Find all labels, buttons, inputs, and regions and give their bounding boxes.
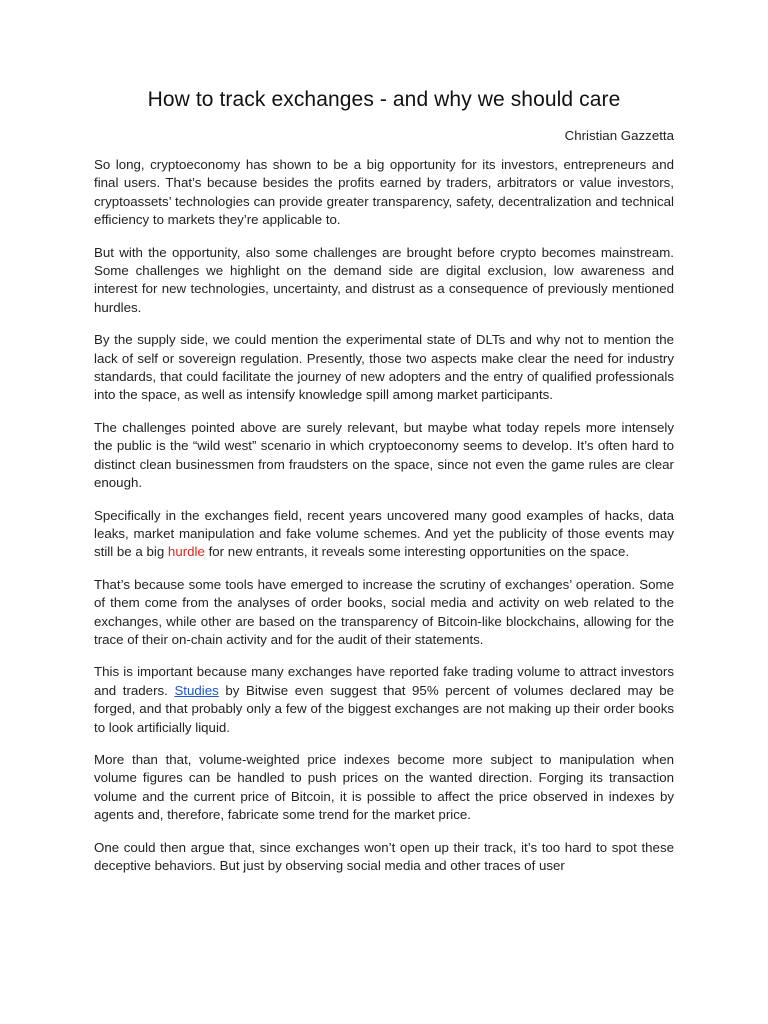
document-title: How to track exchanges - and why we should care xyxy=(147,88,621,111)
paragraph-5-text-before: Specifically in the exchanges field, recent years uncovered many good examples of hacks, data leaks, market manipulation and fake volume schemes. And yet the publicity of those events may still be a big xyxy=(94,507,674,560)
paragraph-7 xyxy=(94,663,674,737)
paragraph-2: But with the opportunity, also some challenges are brought before crypto becomes mainstream. Some challenges we highlight on the demand side are digital exclusion, low awareness and interest for new technologies, uncertainty, and distrust as a consequence of previously mentioned hurdles. xyxy=(94,244,674,315)
paragraph-6: That’s because some tools have emerged to increase the scrutiny of exchanges’ operation. Some of them come from the analyses of order books, social media and activity on web related to the exchanges, while other are based on the transparency of Bitcoin-like blockchains, allowing for the trace of their on-chain activity and for the audit of their statements. xyxy=(94,576,674,647)
paragraph-5-text-after: for new entrants, it reveals some interesting opportunities on the space. xyxy=(204,544,630,560)
paragraph-9: One could then argue that, since exchanges won’t open up their track, it’s too hard to spot these deceptive behaviors. But just by observing social media and other traces of user xyxy=(94,839,674,873)
paragraph-1: So long, cryptoeconomy has shown to be a big opportunity for its investors, entrepreneurs and final users. That’s because besides the profits earned by traders, arbitrators or value investors, cryptoassets’ technologies can provide greater transparency, safety, decentralization and technical efficiency to markets they’re applicable to. xyxy=(94,157,674,228)
paragraph-4: The challenges pointed above are surely relevant, but maybe what today repels more intensely the public is the “wild west” scenario in which cryptoeconomy seems to develop. It’s often hard to distinct clean businessmen from fraudsters on the space, since not even the game rules are clear enough. xyxy=(94,419,674,491)
hurdle-highlight: hurdle xyxy=(167,544,205,560)
paragraph-7-text-after: by Bitwise even suggest that 95% percent of volumes declared may be forged, and that probably only a few of the biggest exchanges are not making up their order books to look artificially liquid. xyxy=(94,682,675,735)
author-name: Christian Gazzetta xyxy=(564,128,674,143)
paragraph-3: By the supply side, we could mention the experimental state of DLTs and why not to mention the lack of self or sovereign regulation. Presently, those two aspects make clear the need for industry standards, that could facilitate the journey of new adopters and the entry of qualified professionals into the space, as well as intensify knowledge spill among market participants. xyxy=(94,332,674,403)
article-body xyxy=(94,156,674,889)
paragraph-5 xyxy=(94,507,674,562)
paragraph-7-text-before: This is important because many exchanges have reported fake trading volume to attract investors and traders. xyxy=(94,664,674,698)
paragraph-8: More than that, volume-weighted price indexes become more subject to manipulation when volume figures can be handled to push prices on the wanted direction. Forging its transaction volume and the current price of Bitcoin, it is possible to affect the price observed in indexes by agents and, therefore, fabricate some trend for the market price. xyxy=(94,751,674,823)
studies-link[interactable]: Studies xyxy=(174,682,219,698)
